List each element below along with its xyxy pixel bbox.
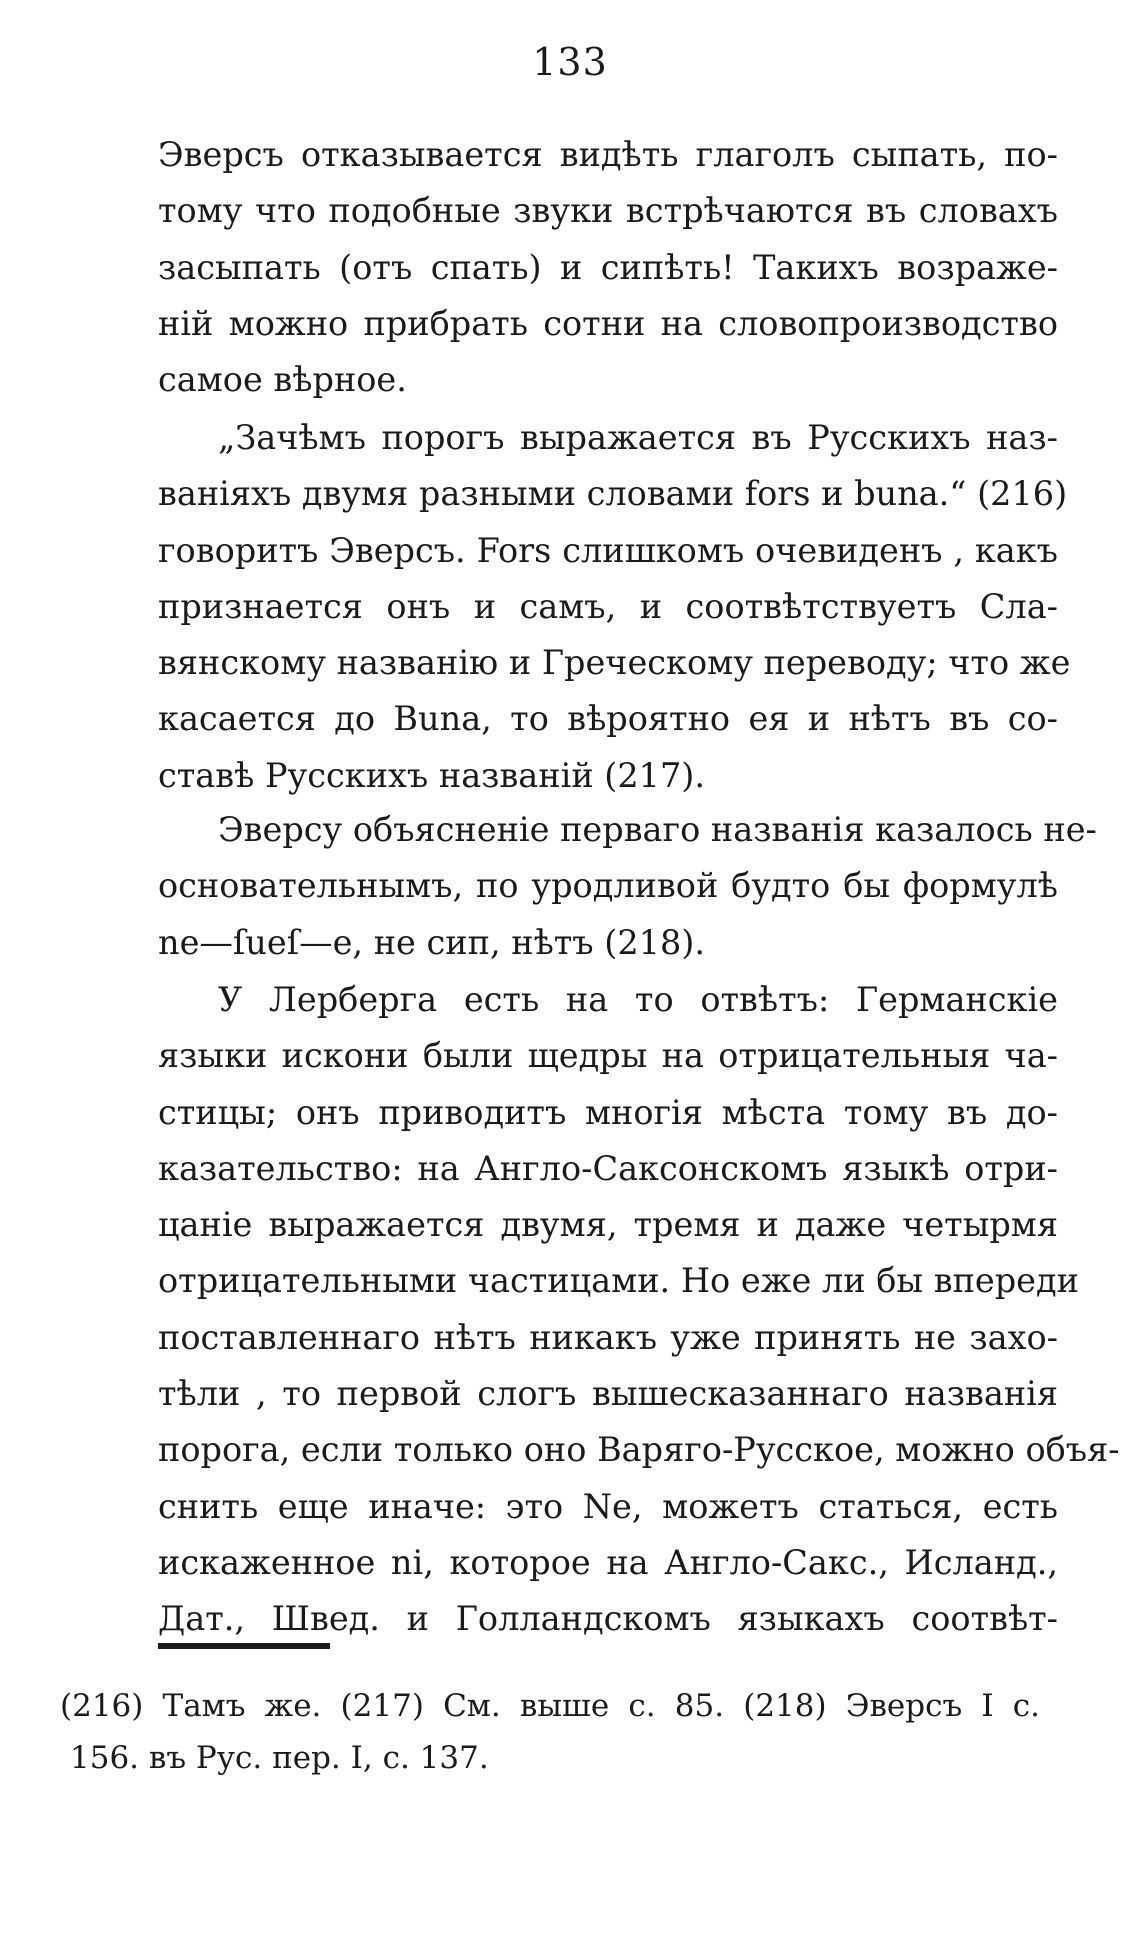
paragraph-4 [158,972,1120,1648]
footnote-divider [158,1643,330,1649]
footnote-line: 156. въ Рус. пер. I, с. 137. [70,1740,489,1776]
text-line: говоритъ Эверсъ. Fors слишкомъ очевиденъ , какъ [158,530,1058,570]
text-line: тѣли , то первой слогъ вышесказаннаго названія [158,1374,1058,1414]
text-line: признается онъ и самъ, и соотвѣтствуетъ Сла- [158,586,1058,626]
text-line: ne—ſueſ—e, не сип, нѣтъ (218). [158,922,705,962]
text-line: поставленнаго нѣтъ никакъ уже принять не захо- [158,1317,1058,1357]
text-line: снить еще иначе: это Ne, можетъ статься, есть [158,1486,1058,1526]
text-line: казательство: на Англо-Саксонскомъ языкѣ отри- [158,1148,1058,1188]
footnotes [60,1680,1040,1784]
text-line: отрицательными частицами. Но еже ли бы впереди [158,1261,1079,1301]
text-line: языки искони были щедры на отрицательныя ча- [158,1036,1058,1076]
text-line: самое вѣрное. [158,360,407,400]
text-line: касается до Buna, то вѣроятно ея и нѣтъ въ со- [158,699,1058,739]
text-line: ній можно прибрать сотни на словопроизводство [158,303,1058,343]
text-line: стицы; онъ приводитъ многія мѣста тому въ до- [158,1092,1058,1132]
text-line: основательнымъ, по уродливой будто бы формулѣ [158,866,1058,906]
text-line: Эверсу объясненіе перваго названія казалось не- [218,810,1097,849]
footnote-line: (216) Тамъ же. (217) См. выше с. 85. (218) Эверсъ I с. [60,1688,1040,1724]
paragraph-1 [158,127,1058,408]
text-line: порога, если только оно Варяго-Русское, можно объя- [158,1430,1120,1470]
text-line: Эверсъ отказывается видѣть глаголъ сыпать, по- [158,135,1058,174]
page-number: 133 [532,40,608,84]
paragraph-3 [158,802,1097,971]
text-line: Дат., Швед. и Голландскомъ языкахъ соотвѣт- [158,1599,1058,1639]
text-line: тому что подобные звуки встрѣчаются въ словахъ [158,191,1058,231]
text-line: искаженное ni, которое на Англо-Сакс., Исланд., [158,1542,1058,1582]
text-line: засыпать (отъ спать) и сипѣть! Такихъ возраже- [158,247,1058,287]
paragraph-2 [158,410,1071,804]
text-line: вянскому названію и Греческому переводу; что же [158,643,1071,683]
text-line: ваніяхъ двумя разными словами fors и buna.“ (216) [158,474,1068,514]
text-line: ставѣ Русскихъ названій (217). [158,755,706,795]
text-line: „Зачѣмъ порогъ выражается въ Русскихъ наз- [218,418,1058,457]
text-line: У Лерберга есть на то отвѣтъ: Германскіе [218,980,1058,1019]
text-line: цаніе выражается двумя, тремя и даже четырмя [158,1205,1058,1245]
